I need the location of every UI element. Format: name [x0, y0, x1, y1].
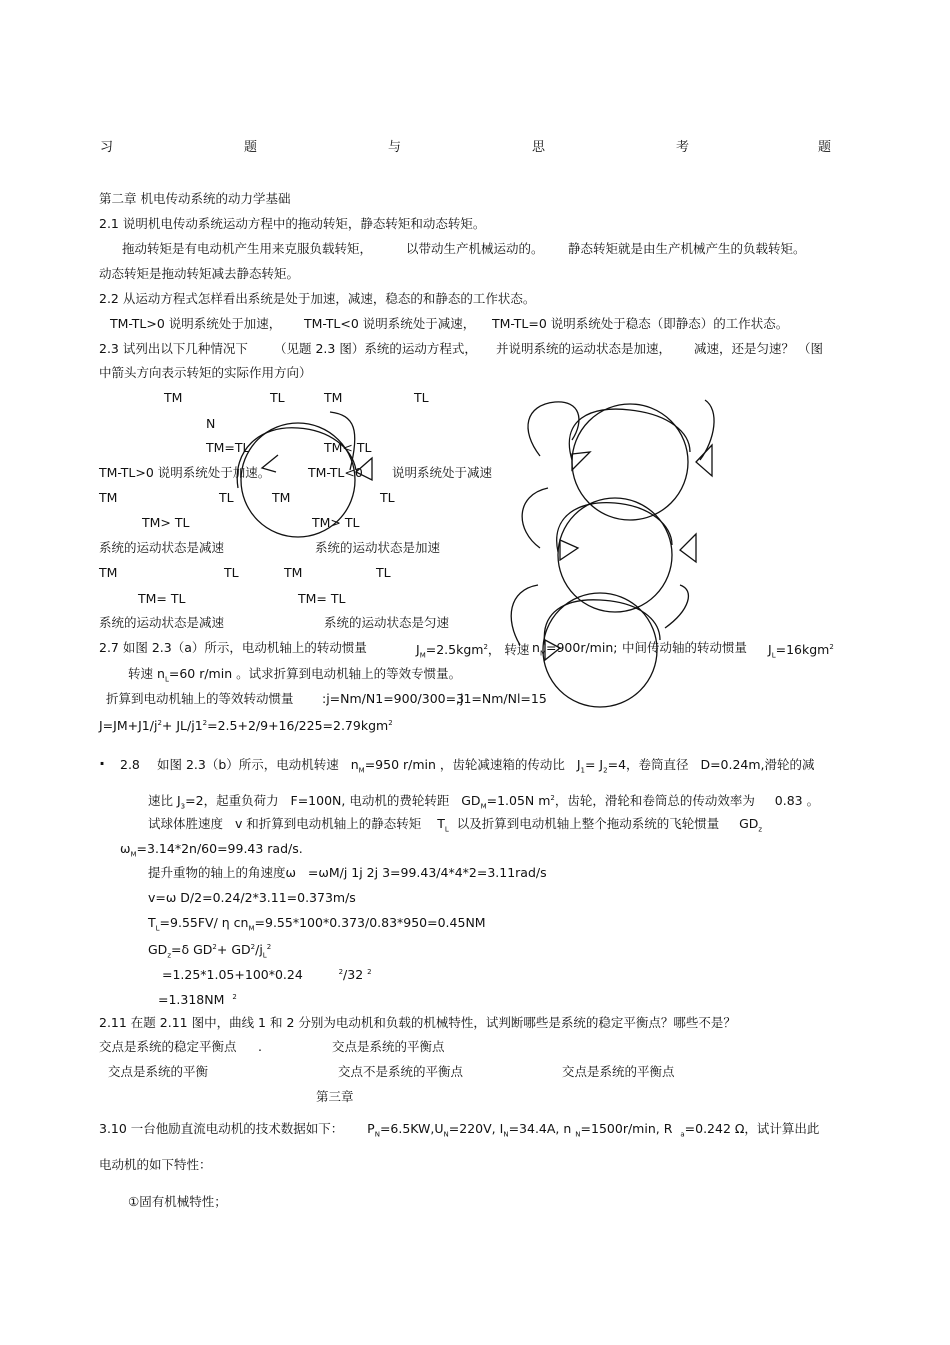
case5-result: 系统的运动状态是减速	[99, 615, 225, 630]
label-tm-eq-tl: TM= TL	[138, 591, 186, 606]
q22-answer-3: TM-TL=0 说明系统处于稳态（即静态）的工作状态。	[492, 316, 789, 331]
title-char: 题	[244, 140, 258, 155]
q21-question: 2.1 说明机电传动系统运动方程中的拖动转矩，静态转矩和动态转矩。	[99, 216, 486, 231]
q27-question-1: 2.7 如图 2.3（a）所示，电动机轴上的转动惯量	[99, 640, 367, 655]
q23-question-1: 2.3 试列出以下几种情况下	[99, 341, 248, 356]
label-tm: TM	[164, 390, 183, 405]
q28-line1: 如图 2.3（b）所示，电动机转速 $n_M=950$ r/min ，齿轮减速箱的传动比 $J_1= J_2=4$，卷筒直径 D=0.24m,滑轮的减	[157, 757, 815, 775]
q28-line9: =1.25*1.05+100*0.24 $^2$/32 $^2$	[162, 967, 372, 983]
case6-result: 系统的运动状态是匀速	[324, 615, 450, 630]
q28-line5: 提升重物的轴上的角速度ω =ωM/j 1j 2j 3=99.43/4*4*2=3.11rad/s	[148, 865, 547, 880]
q28-line3: 试球体胜速度 v 和折算到电动机轴上的静态转矩 $T_L$ 以及折算到电动机轴上整个拖动系统的飞轮惯量 $GD_z$	[148, 816, 763, 834]
q28-bullet: ·	[99, 754, 106, 773]
title-char: 考	[676, 140, 690, 155]
label-tm: TM	[284, 565, 303, 580]
label-tl: TL	[224, 565, 239, 580]
label-tl: TL	[376, 565, 391, 580]
q28-line7: $T_L=9.55FV/$ η $cn_M=9.55*100*0.373/0.83*950=0.45NM$	[148, 915, 486, 933]
q21-answer-2: 以带动生产机械运动的。	[406, 241, 544, 256]
label-tm-gt-tl: TM> TL	[142, 515, 190, 530]
q21-answer-3: 静态转矩就是由生产机械产生的负载转矩。	[568, 241, 806, 256]
case2-result: 说明系统处于减速	[392, 465, 493, 480]
case1-result: TM-TL>0 说明系统处于加速。	[99, 465, 271, 480]
label-tm-eq-tl: TM=TL	[206, 440, 250, 455]
q28-num: 2.8	[120, 757, 140, 772]
label-tm-eq-tl: TM= TL	[298, 591, 346, 606]
q28-line10: =1.318NM $^2$	[158, 992, 237, 1008]
title-char: 思	[532, 140, 546, 155]
title-char: 与	[388, 140, 402, 155]
q21-answer-4: 动态转矩是拖动转矩减去静态转矩。	[99, 266, 300, 281]
label-tm: TM	[272, 490, 291, 505]
label-tm-gt-tl: TM> TL	[312, 515, 360, 530]
q27-jl: $J_L=16kgm^2$	[768, 642, 834, 660]
q23-question-4: 减速，还是匀速？ （图	[694, 341, 823, 356]
title-char: 题	[818, 140, 832, 155]
q22-question: 2.2 从运动方程式怎样看出系统是处于加速，减速，稳态的和静态的工作状态。	[99, 291, 536, 306]
label-tl: TL	[380, 490, 395, 505]
chapter3-heading: 第三章	[316, 1089, 354, 1104]
q211-question: 2.11 在题 2.11 图中，曲线 1 和 2 分别为电动机和负载的机械特性，试判断哪些是系统的稳定平衡点？哪些不是？	[99, 1015, 736, 1030]
q211-answer-1-dot: .	[258, 1039, 262, 1054]
q27-mid: 中间传动轴的转动惯量	[622, 640, 748, 655]
q27-answer-1b: :j=Nm/N1=900/300=3	[322, 691, 465, 706]
label-tl: TL	[414, 390, 429, 405]
q28-line8: $GD_z=\delta$ $GD^2+ GD^2/j_L^2$	[148, 942, 272, 960]
q211-answer-2: 交点是系统的平衡点	[332, 1039, 445, 1054]
q23-question-5: 中箭头方向表示转矩的实际作用方向）	[99, 365, 312, 380]
q27-speed2: 转速 $n_L=60$ r/min 。试求折算到电动机轴上的等效专惯量。	[128, 666, 462, 684]
q28-omega: $\omega_M=3.14*2n/60=99.43$ rad/s.	[120, 841, 303, 859]
q27-jm: $J_M=2.5kgm^2$， 转速	[416, 642, 530, 660]
q21-answer-1: 拖动转矩是有电动机产生用来克服负载转矩，	[122, 241, 373, 256]
title-char: 习	[100, 140, 114, 155]
label-tl: TL	[270, 390, 285, 405]
case4-result: 系统的运动状态是加速	[315, 540, 441, 555]
q28-line2: 速比 $J_3=2$，起重负荷力 F=100N, 电动机的费轮转距 $GD_M=1.05N$ $m^2$，齿轮，滑轮和卷筒总的传动效率为 0.83 。	[148, 793, 820, 811]
q27-answer-1c: ,j1=Nm/Nl=15	[456, 691, 547, 706]
q310-item1: ①固有机械特性；	[128, 1194, 227, 1209]
q22-answer-1: TM-TL>0 说明系统处于加速，	[110, 316, 282, 331]
q211-answer-1: 交点是系统的稳定平衡点	[99, 1039, 237, 1054]
label-tl: TL	[219, 490, 234, 505]
motor-circle-right-1	[572, 404, 688, 520]
q310-line1: 3.10 一台他励直流电动机的技术数据如下： $P_N=6.5KW,U_N=220V$, $I_N=34.4A$, n $_N$=1500r/min, R $_a$=0.242 Ω，试计算出此	[99, 1121, 820, 1139]
q211-answer-3: 交点是系统的平衡	[108, 1064, 209, 1079]
label-tm: TM	[99, 565, 118, 580]
q27-nm: $n_M=900r/\min$;	[532, 640, 618, 658]
label-tm: TM	[99, 490, 118, 505]
q27-answer-2: $J=JM+J1/j^2+ JL/j1^2=2.5+2/9+16/225=2.79kgm^2$	[99, 718, 393, 734]
q211-answer-5: 交点是系统的平衡点	[562, 1064, 675, 1079]
q22-answer-2: TM-TL<0 说明系统处于减速，	[304, 316, 476, 331]
q28-line6: v=ω D/2=0.24/2*3.11=0.373m/s	[148, 890, 356, 905]
case3-result: 系统的运动状态是减速	[99, 540, 225, 555]
case2-eq: TM-TL<0	[308, 465, 363, 480]
label-n: N	[206, 416, 216, 431]
q211-answer-4: 交点不是系统的平衡点	[338, 1064, 464, 1079]
q310-line2: 电动机的如下特性：	[99, 1157, 212, 1172]
label-tm: TM	[324, 390, 343, 405]
q27-answer-1a: 折算到电动机轴上的等效转动惯量	[106, 691, 294, 706]
label-tm-lt-tl: TM< TL	[324, 440, 372, 455]
q23-question-3: 并说明系统的运动状态是加速，	[496, 341, 672, 356]
q23-question-2: （见题 2.3 图）系统的运动方程式，	[274, 341, 477, 356]
chapter2-heading: 第二章 机电传动系统的动力学基础	[99, 191, 291, 206]
